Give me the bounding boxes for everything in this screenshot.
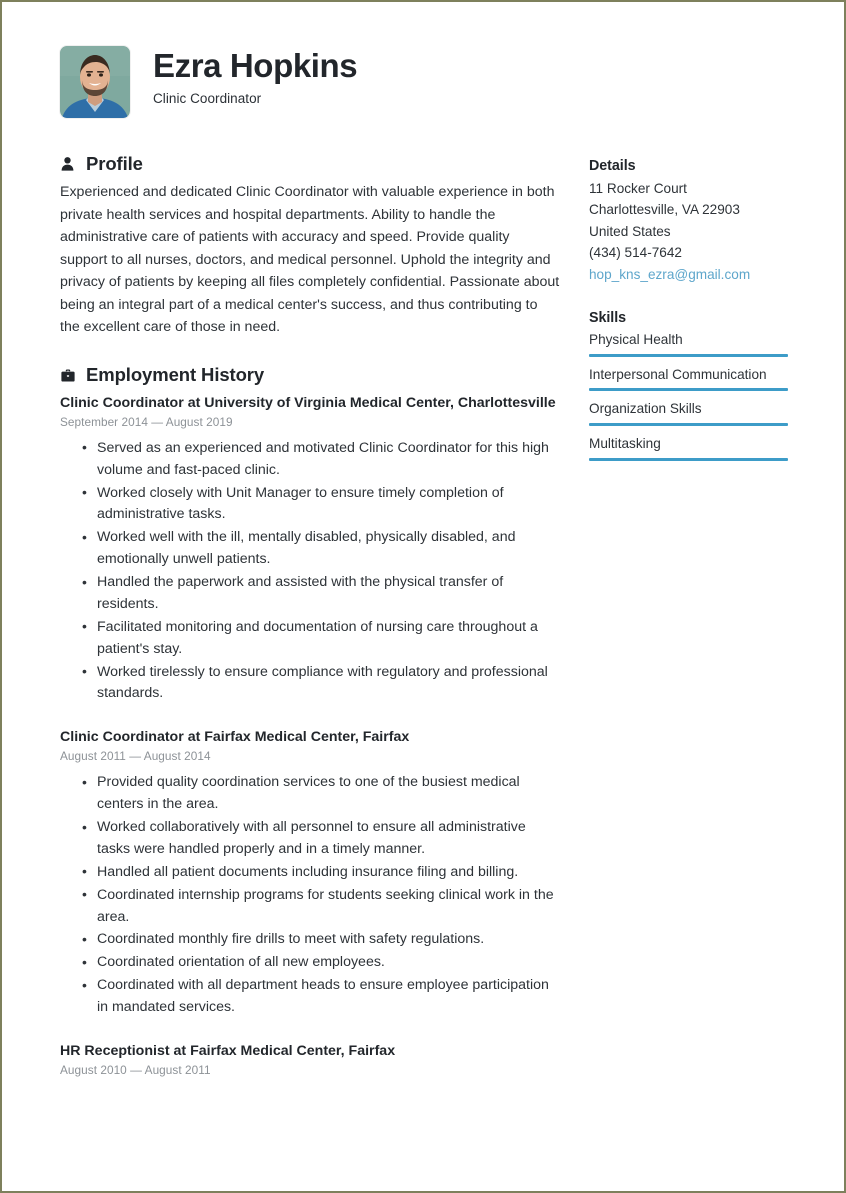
- person-icon: [60, 156, 75, 172]
- employment-heading: Employment History: [86, 364, 265, 386]
- skill-item: [589, 399, 794, 426]
- details-section: [589, 158, 794, 285]
- job-bullet: • Worked well with the ill, mentally disabled, physically disabled, and emotionally unwell patients.: [80, 527, 560, 571]
- avatar: [60, 46, 130, 118]
- job-bullet: • Worked tirelessly to ensure compliance with regulatory and professional standards.: [80, 662, 560, 706]
- job-bullet: • Worked closely with Unit Manager to ensure timely completion of administrative tasks.: [80, 483, 560, 527]
- job-dates: August 2011 — August 2014: [60, 749, 211, 764]
- job-bullets: [60, 772, 560, 1018]
- skills-section: [589, 310, 794, 460]
- resume-header: [60, 42, 794, 118]
- job-bullet: • Handled the paperwork and assisted with the physical transfer of residents.: [80, 572, 560, 616]
- skill-level-bar: [589, 388, 788, 391]
- detail-country: United States: [589, 223, 671, 239]
- profile-heading: Profile: [86, 153, 143, 174]
- job-bullet: • Facilitated monitoring and documentation of nursing care throughout a patient's stay.: [80, 617, 560, 661]
- candidate-job-title: Clinic Coordinator: [153, 90, 262, 106]
- skill-item: [589, 330, 794, 357]
- job-bullet: • Handled all patient documents including insurance filing and billing.: [80, 862, 560, 884]
- job-bullet: • Coordinated orientation of all new employees.: [80, 952, 560, 974]
- skill-label: Multitasking: [589, 436, 661, 452]
- skill-level-bar: [589, 354, 788, 357]
- profile-text: Experienced and dedicated Clinic Coordinator with valuable experience in both private health services and hospital departments. Ability to handle the administrative care of patients with accuracy and speed. Provide quality support to all nurses, doctors, and medical personnel. Uphold the integrity and privacy of patients by keeping all files completely confidential. Passionate about being an integral part of a medical center's success, and thus contributing to the excellent care of those in need.: [60, 184, 560, 335]
- skill-level-bar: [589, 423, 788, 426]
- employment-section-header: [60, 365, 560, 385]
- job-dates: August 2010 — August 2011: [60, 1062, 211, 1077]
- job-entry: [60, 393, 560, 705]
- main-column: [60, 154, 560, 1104]
- detail-street: 11 Rocker Court: [589, 181, 687, 196]
- job-title: HR Receptionist at Fairfax Medical Center, Fairfax: [60, 1042, 396, 1059]
- candidate-name: Ezra Hopkins: [153, 47, 358, 84]
- skill-level-bar: [589, 458, 788, 461]
- skill-label: Physical Health: [589, 332, 683, 348]
- job-bullet: • Served as an experienced and motivated Clinic Coordinator for this high volume and fast-paced clinic.: [80, 438, 560, 482]
- job-entry: [60, 1041, 560, 1077]
- job-dates: September 2014 — August 2019: [60, 414, 233, 429]
- detail-phone: (434) 514-7642: [589, 245, 682, 261]
- employment-list: [60, 393, 560, 1077]
- profile-photo-icon: [60, 46, 130, 118]
- job-title: Clinic Coordinator at Fairfax Medical Center, Fairfax: [60, 729, 410, 746]
- job-entry: [60, 727, 560, 1019]
- profile-section: [60, 154, 560, 338]
- skills-heading: Skills: [589, 310, 627, 327]
- resume-columns: [60, 154, 794, 1104]
- employment-section: [60, 365, 560, 1077]
- skill-item: [589, 434, 794, 461]
- job-bullet: • Coordinated monthly fire drills to meet with safety regulations.: [80, 929, 560, 951]
- job-bullet: • Coordinated internship programs for students seeking clinical work in the area.: [80, 885, 560, 929]
- detail-email-link[interactable]: hop_kns_ezra@gmail.com: [589, 266, 751, 282]
- job-bullets: [60, 438, 560, 705]
- detail-city-state-zip: Charlottesville, VA 22903: [589, 202, 740, 218]
- profile-section-header: [60, 154, 560, 174]
- identity-block: [153, 42, 357, 106]
- job-bullet: • Provided quality coordination services to one of the busiest medical centers in the area.: [80, 772, 560, 816]
- job-bullet: • Coordinated with all department heads to ensure employee participation in mandated services.: [80, 975, 560, 1019]
- details-heading: Details: [589, 158, 636, 174]
- skill-label: Interpersonal Communication: [589, 366, 767, 382]
- skill-label: Organization Skills: [589, 401, 702, 417]
- sidebar-column: [589, 154, 794, 486]
- skill-item: [589, 365, 794, 392]
- job-bullet: • Worked collaboratively with all personnel to ensure all administrative tasks were handled properly and in a timely manner.: [80, 817, 560, 861]
- briefcase-icon: [60, 368, 75, 384]
- job-title: Clinic Coordinator at University of Virginia Medical Center, Charlottesville: [60, 394, 556, 411]
